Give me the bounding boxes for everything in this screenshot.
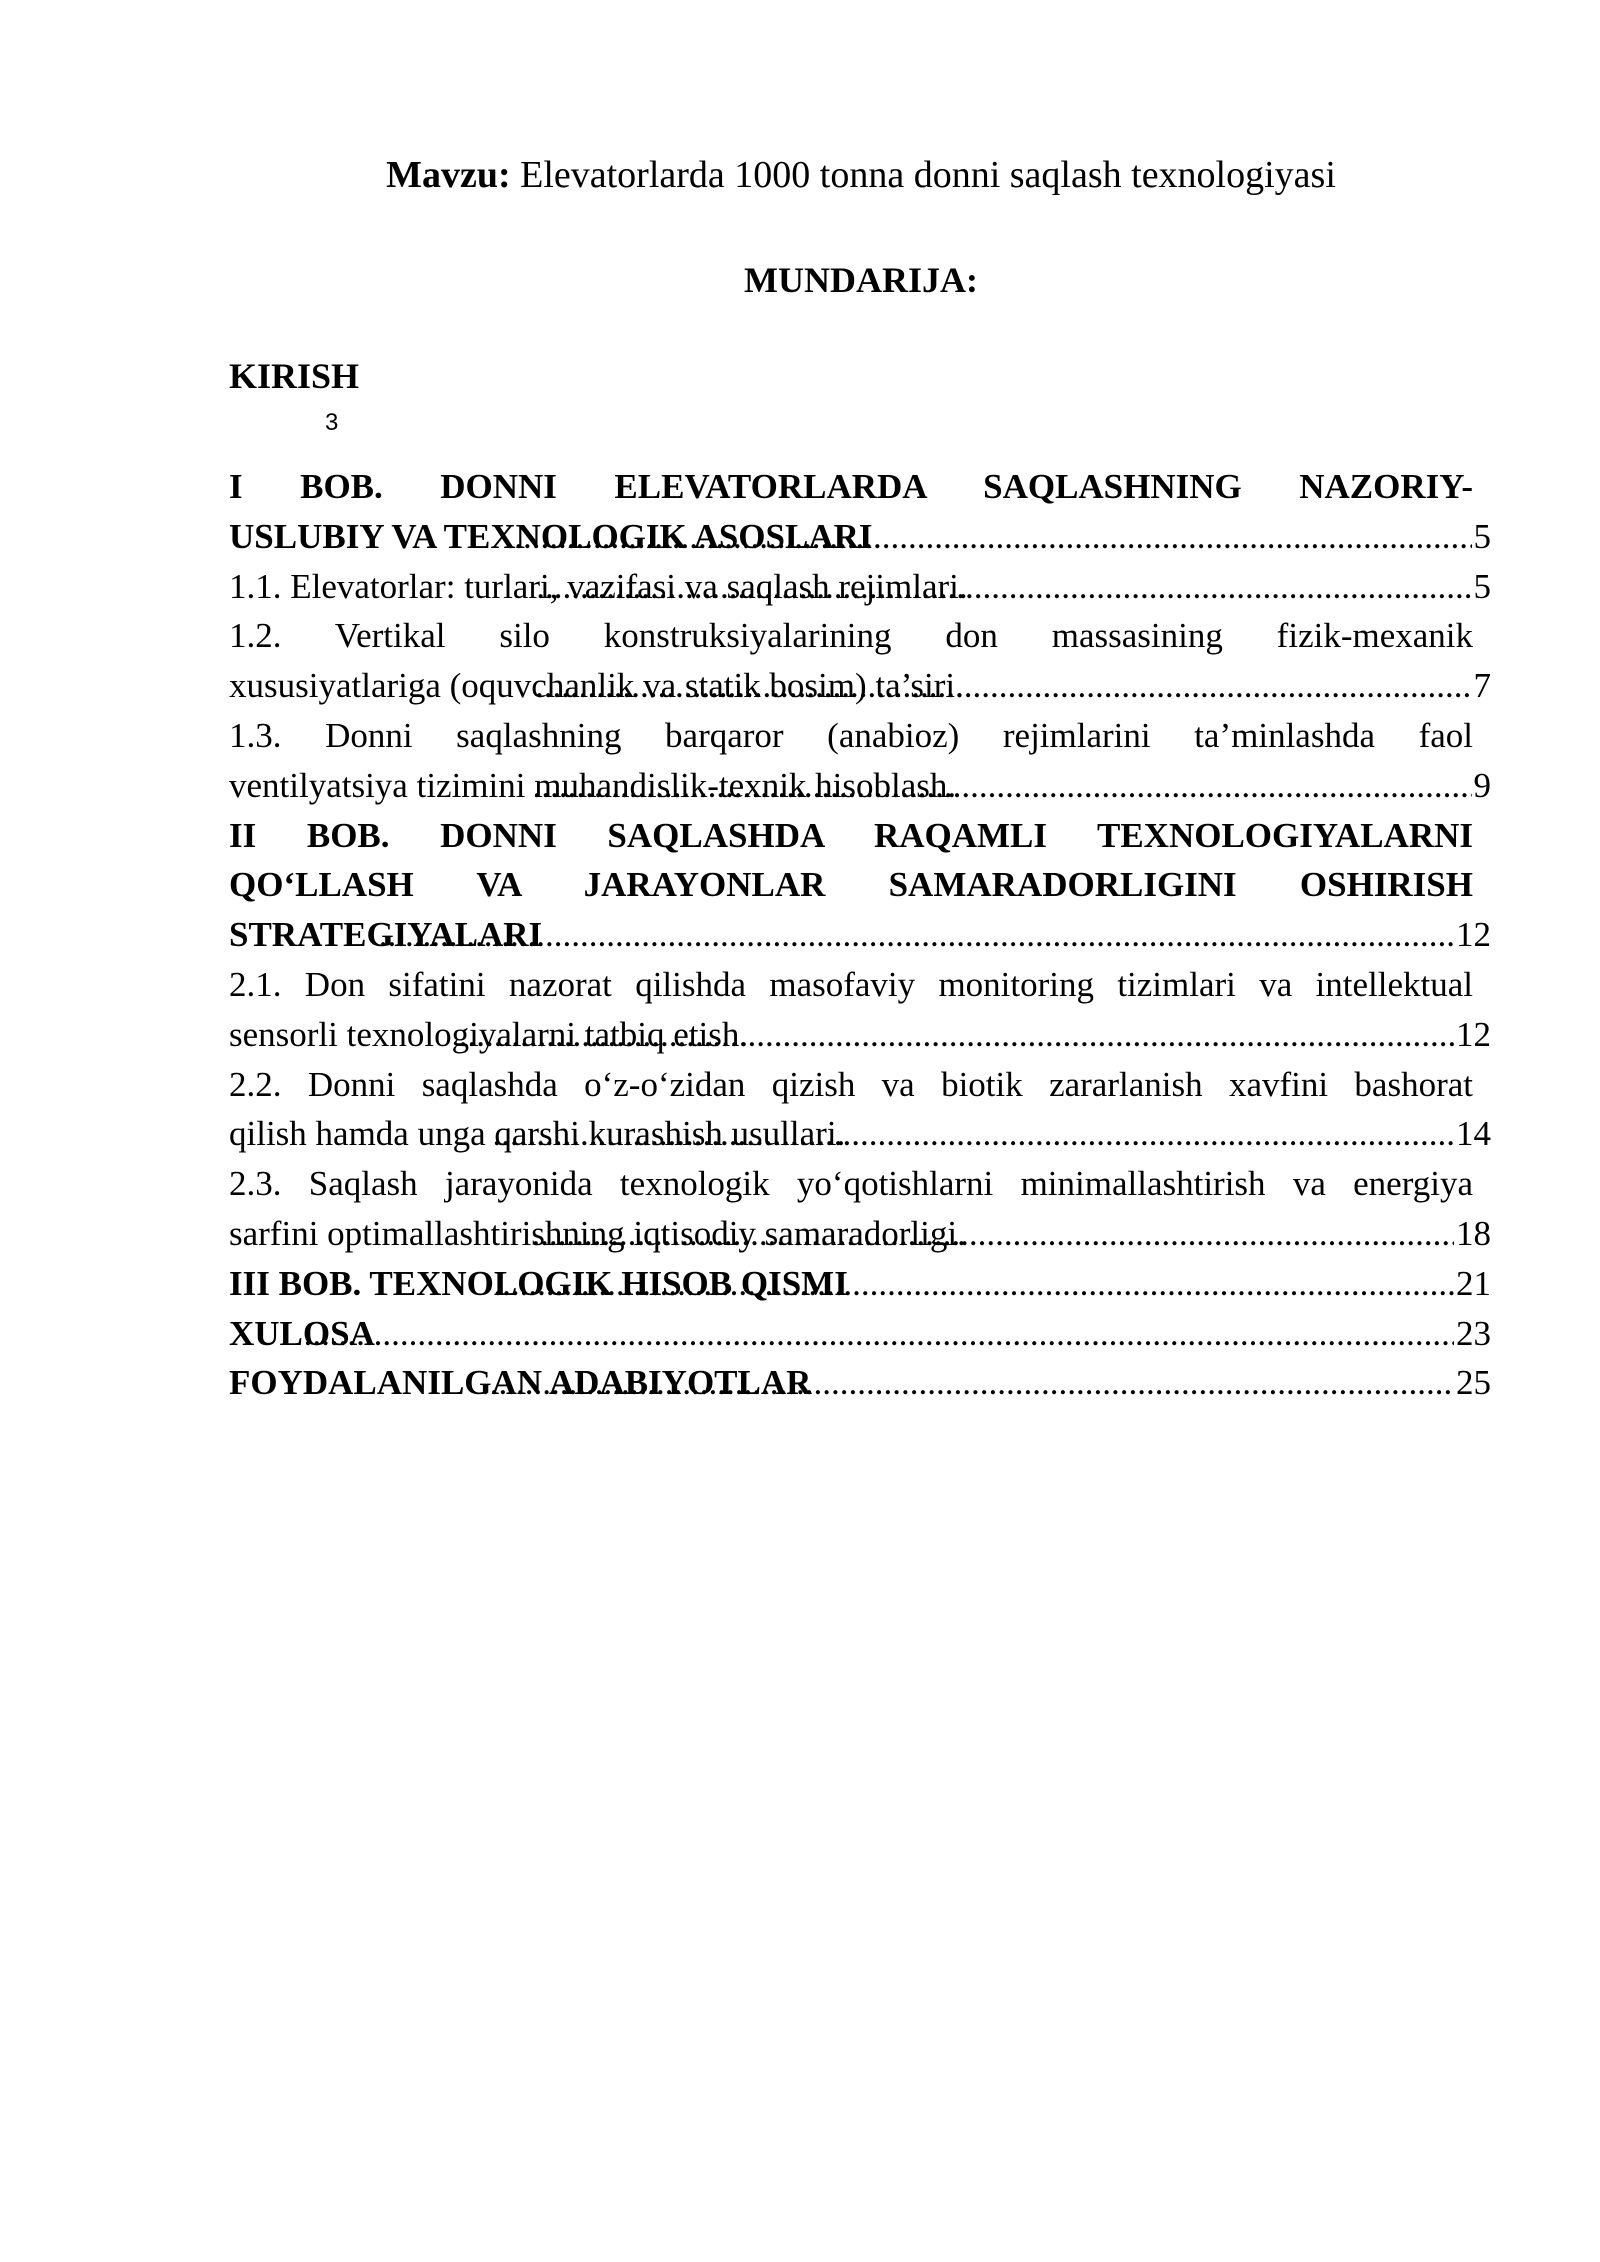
- toc-page-number: 23: [1456, 1313, 1491, 1353]
- toc-entry-1-1[interactable]: [229, 562, 1491, 612]
- toc-page-number: 9: [1473, 765, 1491, 805]
- toc-entry-title: III BOB. TEXNOLOGIK HISOB QISMI: [229, 1263, 848, 1303]
- toc-entry-title: XULOSA: [229, 1313, 375, 1353]
- toc-entry-line: II BOB. DONNI SAQLASHDA RAQAMLI TEXNOLOGIYALARNI: [229, 815, 1473, 855]
- toc-page-number: 18: [1456, 1213, 1491, 1253]
- toc-page-number: 5: [1473, 516, 1491, 556]
- toc-entry-title: ventilyatsiya tizimini muhandislik-texnik hisoblash.: [229, 765, 957, 805]
- toc-page-number: 14: [1456, 1114, 1491, 1154]
- topic-line: [0, 150, 1600, 200]
- toc-entry-2-3[interactable]: [229, 1159, 1491, 1259]
- intro-page-number: 3: [325, 409, 339, 436]
- toc-entry-references[interactable]: [229, 1358, 1491, 1408]
- toc-entry-title: 1.1. Elevatorlar: turlari, vazifasi va saqlash rejimlari.: [229, 566, 968, 606]
- toc-page-number: 21: [1456, 1263, 1491, 1303]
- toc-page-number: 25: [1456, 1363, 1491, 1403]
- leader-dots: [505, 512, 1471, 562]
- toc-entry-1-3[interactable]: [229, 711, 1491, 811]
- toc-entry-line: 2.3. Saqlash jarayonida texnologik yo‘qotishlarni minimallashtirish va energiya: [229, 1164, 1473, 1204]
- leader-dots: [304, 1309, 1454, 1359]
- leader-dots: [531, 1209, 1454, 1259]
- toc-entry-2-1[interactable]: [229, 960, 1491, 1060]
- toc-entry-title: STRATEGIYALARI: [229, 915, 543, 955]
- toc-page-number: 12: [1456, 1014, 1491, 1054]
- toc-entry-1-2[interactable]: [229, 611, 1491, 711]
- leader-dots: [459, 1010, 1454, 1060]
- toc-entry-chapter-1[interactable]: [229, 462, 1491, 562]
- toc-entry-2-2[interactable]: [229, 1060, 1491, 1160]
- leader-dots: [493, 1259, 1454, 1309]
- toc-entry-chapter-3[interactable]: [229, 1259, 1491, 1309]
- topic-text: Elevatorlarda 1000 tonna donni saqlash texnologiyasi: [510, 154, 1336, 196]
- topic-label: Mavzu:: [386, 154, 511, 196]
- toc-entry-line: 2.2. Donni saqlashda o‘z-o‘zidan qizish va biotik zararlanish xavfini bashorat: [229, 1064, 1473, 1104]
- leader-dots: [481, 1358, 1454, 1408]
- intro-title: KIRISH: [229, 356, 360, 396]
- leader-dots: [536, 562, 1471, 612]
- toc-entry-title: FOYDALANILGAN ADABIYOTLAR: [229, 1363, 812, 1403]
- toc-entry-title: sarfini optimallashtirishning iqtisodiy samaradorligi.: [229, 1213, 966, 1253]
- toc-entry-chapter-2[interactable]: [229, 811, 1491, 960]
- contents-heading: MUNDARIJA:: [744, 260, 978, 300]
- toc-entry-title: xususiyatlariga (oquvchanlik va statik bosim) ta’siri.: [229, 666, 964, 706]
- toc-entry-line: I BOB. DONNI ELEVATORLARDA SAQLASHNING NAZORIY-: [229, 467, 1473, 506]
- toc-entry-line: 2.1. Don sifatini nazorat qilishda masofaviy monitoring tizimlari va intellektual: [229, 964, 1473, 1004]
- toc-entry-conclusion[interactable]: [229, 1309, 1491, 1359]
- toc-page-number: 7: [1473, 666, 1491, 706]
- toc-entry-title: qilish hamda unga qarshi kurashish usullari.: [229, 1114, 846, 1154]
- leader-dots: [493, 1109, 1454, 1159]
- toc-entry-line: 1.2. Vertikal silo konstruksiyalarining don massasining fizik-mexanik: [229, 616, 1473, 656]
- leader-dots: [379, 910, 1454, 960]
- leader-dots: [535, 661, 1471, 711]
- toc-page-number: 12: [1456, 915, 1491, 955]
- toc-page-number: 5: [1473, 566, 1491, 606]
- toc-entry-title: USLUBIY VA TEXNOLOGIK ASOSLARI: [229, 516, 873, 556]
- toc-entry-title: sensorli texnologiyalarni tatbiq etish.: [229, 1014, 749, 1054]
- leader-dots: [533, 761, 1472, 811]
- table-of-contents: [229, 462, 1491, 1408]
- toc-entry-line: QO‘LLASH VA JARAYONLAR SAMARADORLIGINI OSHIRISH: [229, 865, 1473, 905]
- toc-entry-line: 1.3. Donni saqlashning barqaror (anabioz) rejimlarini ta’minlashda faol: [229, 715, 1473, 755]
